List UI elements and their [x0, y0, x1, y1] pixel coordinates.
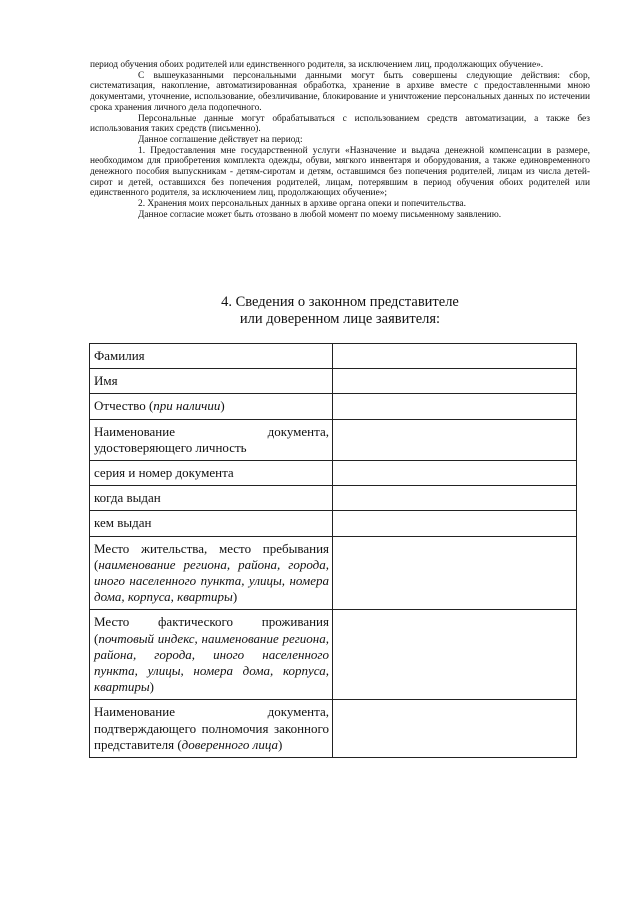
table-row — [90, 610, 577, 700]
field-value[interactable] — [333, 536, 577, 610]
table-row — [90, 369, 577, 394]
paragraph: С вышеуказанными персональными данными могут быть совершены следующие действия: сбор, систематизация, накопление, автоматизированная обработка, хранение в архиве вместе с предоставленными мною документами, уточнение, использование, обезличивание, блокирование и уничтожение персональных данных по истечении срока хранения личного дела подопечного. — [90, 70, 590, 113]
table-row — [90, 461, 577, 486]
section-title-line: 4. Сведения о законном представителе — [221, 294, 459, 310]
field-label — [90, 369, 333, 394]
field-value[interactable] — [333, 610, 577, 700]
paragraph: Данное соглашение действует на период: — [138, 134, 303, 145]
field-value[interactable] — [333, 486, 577, 511]
field-label — [90, 511, 333, 536]
paragraph: Персональные данные могут обрабатываться с использованием средств автоматизации, а также без использования таких средств (письменно). — [90, 113, 590, 135]
paragraph: 2. Хранения моих персональных данных в архиве органа опеки и попечительства. — [138, 199, 467, 210]
label-text: Отчество — [94, 398, 149, 414]
table-row — [90, 536, 577, 610]
field-value[interactable] — [333, 511, 577, 536]
field-value[interactable] — [333, 700, 577, 758]
paragraph: Данное согласие может быть отозвано в любой момент по моему письменному заявлению. — [138, 209, 502, 220]
representative-table — [89, 343, 577, 758]
field-value[interactable] — [333, 419, 577, 460]
field-label — [90, 419, 333, 460]
field-label — [90, 461, 333, 486]
field-label — [90, 344, 333, 369]
table-row — [90, 486, 577, 511]
field-label: Наименование документа, подтверждающего полномочия законного представителя (доверенного лица) — [90, 700, 333, 758]
consent-text — [90, 60, 590, 221]
field-label: Отчество (при наличии) — [90, 394, 333, 419]
label-note: почтовый индекс, наименование региона, района, города, иного населенного пункта, улицы, номера дома, корпуса, квартиры — [94, 630, 329, 695]
section-heading — [90, 294, 590, 328]
field-label: Место жительства, место пребывания (наименование региона, района, города, иного населенного пункта, улицы, номера дома, корпуса, квартиры) — [90, 536, 333, 610]
label-note: доверенного лица — [181, 736, 278, 752]
paragraph: период обучения обоих родителей или единственного родителя, за исключением лиц, продолжающих обучение». — [90, 60, 544, 70]
paragraph: 1. Предоставления мне государственной услуги «Назначение и выдача денежной компенсации в размере, необходимом для приобретения комплекта одежды, обуви, мягкого инвентаря и оборудования, а также единовременного денежного пособия выпускникам - детям-сиротам и детям, оставшимся без попечения родителей, лицам из числа детей-сирот и детей, оставшихся без попечения родителей, лицам, потерявшим в период обучения обоих родителей или единственного родителя, за исключением лиц, продолжающих обучение»; — [90, 145, 590, 199]
section-title-line: или доверенном лице заявителя: — [239, 311, 441, 327]
field-value[interactable] — [333, 369, 577, 394]
label-text: Место жительства, место пребывания — [94, 540, 329, 556]
field-value[interactable] — [333, 344, 577, 369]
field-label: Место фактического проживания (почтовый индекс, наименование региона, района, города, иного населенного пункта, улицы, номера дома, корпуса, квартиры) — [90, 610, 333, 700]
label-note: наименование региона, района, города, иного населенного пункта, улицы, номера дома, корпуса, квартиры — [94, 556, 329, 605]
label-text: кем выдан — [94, 515, 152, 531]
table-row — [90, 511, 577, 536]
field-value[interactable] — [333, 394, 577, 419]
table-row — [90, 394, 577, 419]
table-row — [90, 419, 577, 460]
label-text: когда выдан — [94, 490, 161, 506]
field-label — [90, 486, 333, 511]
label-text: Наименование документа, удостоверяющего личность — [94, 423, 329, 455]
field-value[interactable] — [333, 461, 577, 486]
label-text: Фамилия — [94, 348, 145, 363]
label-note: при наличии — [153, 398, 221, 414]
label-text: серия и номер документа — [94, 465, 234, 481]
label-text: Наименование документа, подтверждающего полномочия законного представителя — [94, 704, 329, 752]
label-text: Имя — [94, 373, 118, 389]
table-row — [90, 700, 577, 758]
table-row — [90, 344, 577, 369]
label-text: Место фактического проживания — [94, 614, 329, 630]
